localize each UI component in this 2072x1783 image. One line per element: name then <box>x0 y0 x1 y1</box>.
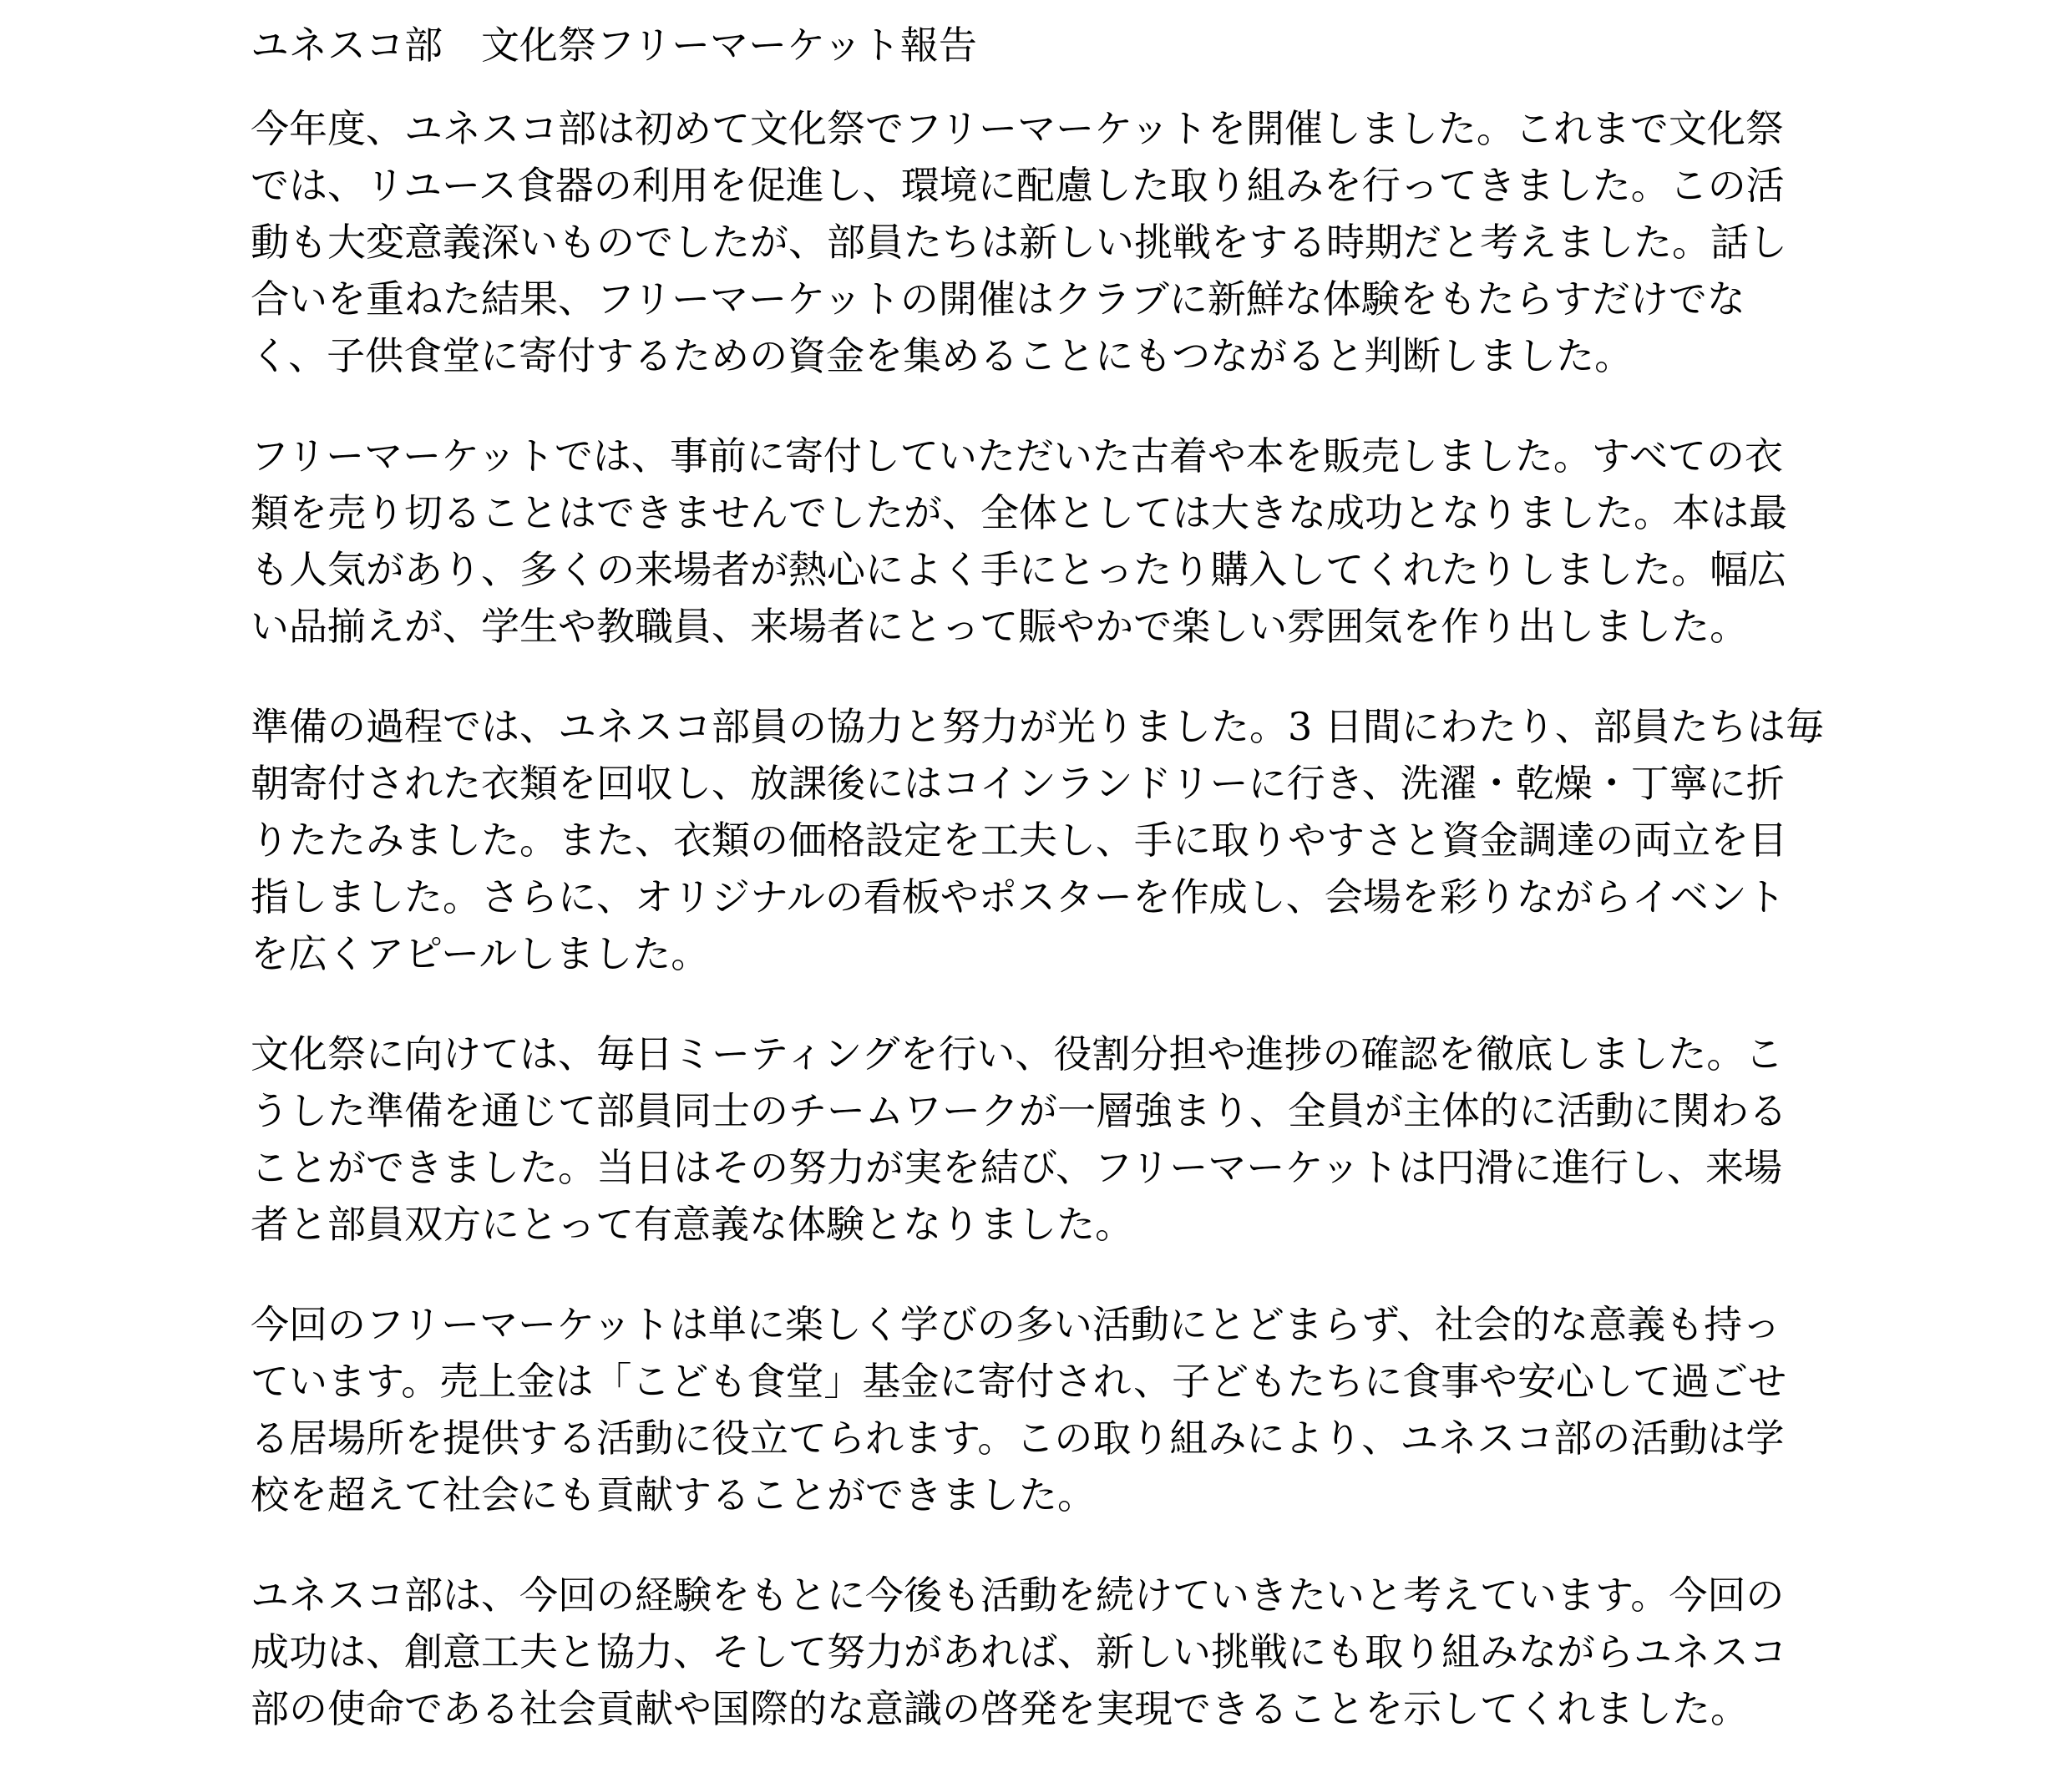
report-body <box>251 17 1837 1780</box>
paragraph-preparation <box>251 698 1837 982</box>
paragraph-line: 者と部員双方にとって有意義な体験となりました。 <box>251 1202 1134 1247</box>
paragraph-line: 朝寄付された衣類を回収し、放課後にはコインランドリーに行き、洗濯・乾燥・丁寧に折 <box>251 761 1785 806</box>
paragraph-line: い品揃えが、学生や教職員、来場者にとって賑やかで楽しい雰囲気を作り出しました。 <box>251 604 1749 649</box>
paragraph-line: フリーマーケットでは、事前に寄付していただいた古着や本を販売しました。すべての衣 <box>251 433 1783 479</box>
paragraph-line: 部の使命である社会貢献や国際的な意識の啓発を実現できることを示してくれました。 <box>251 1686 1749 1731</box>
paragraph-line: る居場所を提供する活動に役立てられます。この取り組みにより、ユネスコ部の活動は学 <box>251 1416 1785 1461</box>
paragraph-line: を広くアピールしました。 <box>251 931 710 976</box>
paragraph-conclusion <box>251 1567 1837 1737</box>
paragraph-line: ています。売上金は「こども食堂」基金に寄付され、子どもたちに食事や安心して過ごせ <box>251 1359 1787 1404</box>
paragraph-line: では、リユース食器の利用を促進し、環境に配慮した取り組みを行ってきました。この活 <box>251 163 1785 208</box>
paragraph-line: 成功は、創意工夫と協力、そして努力があれば、新しい挑戦にも取り組みながらユネスコ <box>251 1629 1787 1674</box>
paragraph-market-results <box>251 428 1837 655</box>
paragraph-line: 今年度、ユネスコ部は初めて文化祭でフリーマーケットを開催しました。これまで文化祭 <box>251 106 1784 151</box>
paragraph-line: 指しました。さらに、オリジナルの看板やポスターを作成し、会場を彩りながらイベント <box>251 874 1786 919</box>
paragraph-line: 類を売り切ることはできませんでしたが、全体としては大きな成功となりました。本は最 <box>251 490 1787 535</box>
paragraph-teamwork <box>251 1026 1837 1253</box>
paragraph-line: く、子供食堂に寄付するための資金を集めることにもつながると判断しました。 <box>251 333 1634 378</box>
paragraph-line: うした準備を通じて部員同士のチームワークが一層強まり、全員が主体的に活動に関わる <box>251 1088 1787 1133</box>
paragraph-line: 準備の過程では、ユネスコ部員の協力と努力が光りました。3 日間にわたり、部員たちは毎 <box>251 704 1824 749</box>
paragraph-line: 動も大変意義深いものでしたが、部員たちは新しい挑戦をする時期だと考えました。話し <box>251 220 1787 265</box>
paragraph-line: ことができました。当日はその努力が実を結び、フリーマーケットは円滑に進行し、来場 <box>251 1145 1783 1190</box>
paragraph-line: も人気があり、多くの来場者が熱心によく手にとったり購入してくれたりしました。幅広 <box>251 547 1787 592</box>
paragraph-social-impact <box>251 1296 1837 1523</box>
paragraph-line: りたたみました。また、衣類の価格設定を工夫し、手に取りやすさと資金調達の両立を目 <box>251 818 1787 863</box>
paragraph-line: 文化祭に向けては、毎日ミーティングを行い、役割分担や進捗の確認を徹底しました。こ <box>251 1031 1784 1076</box>
paragraph-line: 校を超えて社会にも貢献することができました。 <box>251 1472 1096 1517</box>
paragraph-line: ユネスコ部は、今回の経験をもとに今後も活動を続けていきたいと考えています。今回の <box>251 1573 1785 1618</box>
paragraph-line: 今回のフリーマーケットは単に楽しく学びの多い活動にとどまらず、社会的な意義も持っ <box>251 1302 1781 1347</box>
paragraph-line: 合いを重ねた結果、フリーマーケットの開催はクラブに新鮮な体験をもたらすだけでな <box>251 276 1745 322</box>
document-title: ユネスコ部 文化祭フリーマーケット報告 <box>251 23 977 68</box>
paragraph-intro <box>251 100 1837 384</box>
